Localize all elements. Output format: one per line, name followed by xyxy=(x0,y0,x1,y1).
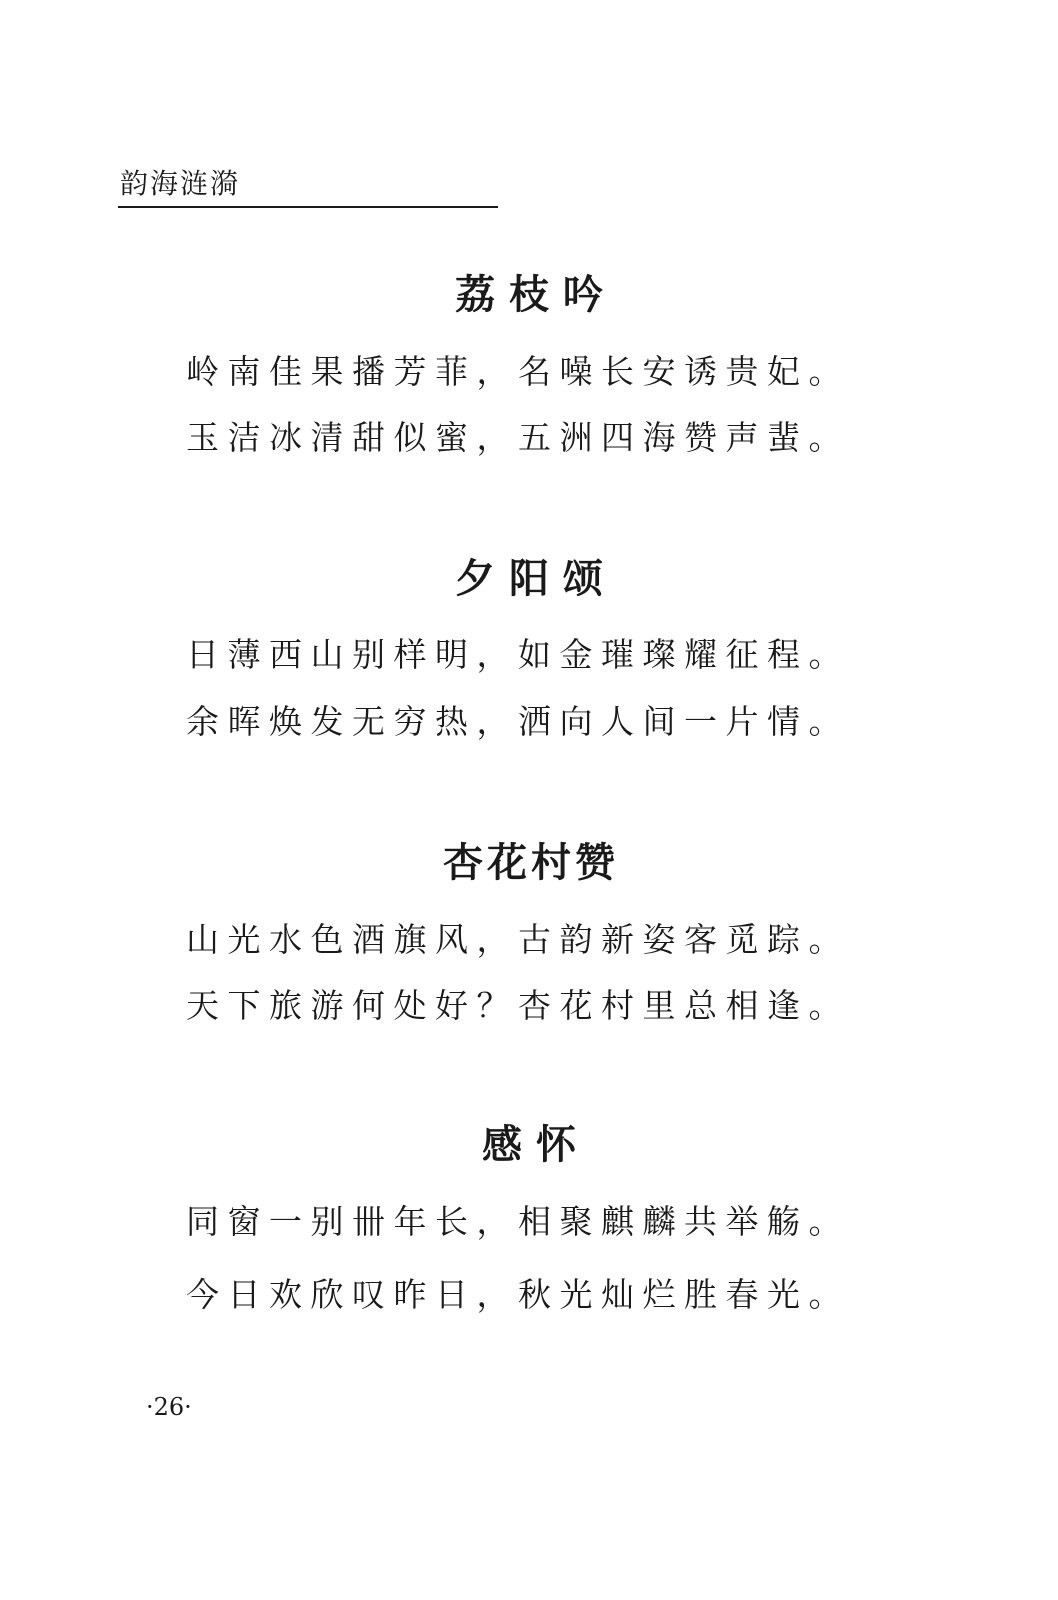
poem-line: 玉洁冰清甜似蜜，五洲四海赞声蜚。 xyxy=(186,418,850,457)
poem-line: 岭南佳果播芳菲，名噪长安诱贵妃。 xyxy=(186,352,850,391)
poem xyxy=(0,1120,1058,1170)
poem xyxy=(0,838,1058,888)
poem-title: 夕 阳 颂 xyxy=(455,556,603,602)
page-number: ·26· xyxy=(146,1393,192,1421)
poem-line: 余晖焕发无穷热，洒向人间一片情。 xyxy=(186,702,850,741)
poem-line: 山光水色酒旗风，古韵新姿客觅踪。 xyxy=(186,920,850,959)
poem-line: 同窗一别卌年长，相聚麒麟共举觞。 xyxy=(186,1202,850,1241)
poem-title: 杏花村赞 xyxy=(443,840,619,886)
poem-line: 天下旅游何处好？杏花村里总相逢。 xyxy=(186,986,850,1025)
poem-line: 今日欢欣叹昨日，秋光灿烂胜春光。 xyxy=(186,1275,850,1314)
running-header: 韵海涟漪 xyxy=(120,167,241,200)
poem-line: 日薄西山别样明，如金璀璨耀征程。 xyxy=(186,635,850,674)
header-rule xyxy=(118,206,498,208)
poem-title: 感 怀 xyxy=(482,1122,576,1168)
poem xyxy=(0,270,1058,320)
poem-title: 荔 枝 吟 xyxy=(455,272,603,318)
poem xyxy=(0,554,1058,604)
